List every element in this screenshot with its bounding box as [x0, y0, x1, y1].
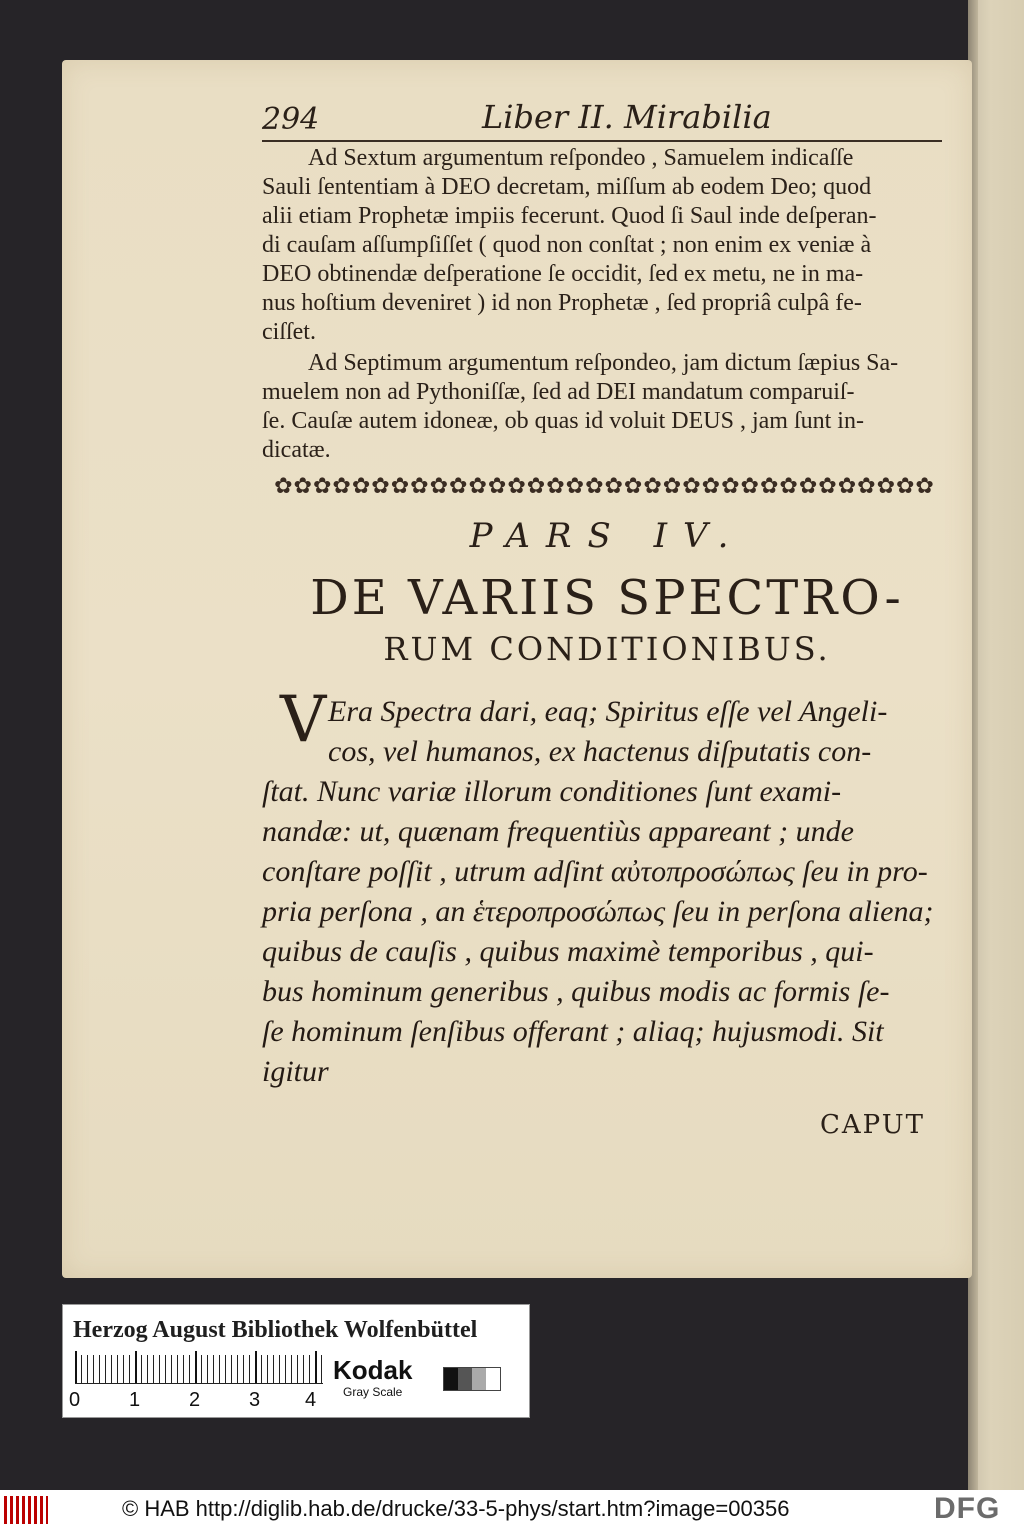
- viewer-footer: [0, 1490, 1024, 1529]
- drop-cap: V: [280, 683, 327, 757]
- text-line: pria perſona , an ἑτεροπροσώπως ſeu in perſona aliena;: [262, 895, 934, 928]
- ruler-number: 3: [249, 1389, 261, 1411]
- text-line: Era Spectra dari, eaq; Spiritus eſſe vel Angeli-: [328, 695, 888, 728]
- catchword: CAPUT: [820, 1110, 925, 1140]
- text-line: igitur: [262, 1055, 329, 1088]
- header-rule: [262, 140, 942, 142]
- text-line: ciſſet.: [262, 319, 316, 345]
- text-line: dicatæ.: [262, 437, 331, 463]
- ornament-band: ✿✿✿✿✿✿✿✿✿✿✿✿✿✿✿✿✿✿✿✿✿✿✿✿✿✿✿✿✿✿✿✿✿✿: [274, 474, 935, 498]
- italic-text-block: [262, 692, 952, 1092]
- measurement-ruler: [75, 1355, 323, 1384]
- institution-label: Herzog August Bibliothek Wolfenbüttel: [73, 1317, 478, 1343]
- text-line: conſtare poſſit , utrum adſint αὐτοπροσώπως ſeu in pro-: [262, 855, 928, 888]
- gray-swatches: [443, 1367, 501, 1391]
- gray-scale-label: Gray Scale: [343, 1385, 403, 1399]
- text-line: nus hoſtium deveniret ) id non Prophetæ , ſed propriâ culpâ fe-: [262, 290, 862, 316]
- running-head: Liber II. Mirabilia: [482, 98, 772, 136]
- text-line: muelem non ad Pythoniſſæ, ſed ad DEI mandatum comparuiſ-: [262, 379, 855, 405]
- dfg-logo: DFG: [934, 1492, 1001, 1525]
- book-page: [62, 60, 972, 1278]
- text-line: di cauſam aſſumpſiſſet ( quod non conſtat ; non enim ex veniæ à: [262, 232, 872, 258]
- text-line: quibus de cauſis , quibus maximè temporibus , qui-: [262, 935, 874, 968]
- kodak-logo: Kodak: [333, 1355, 413, 1385]
- section-title-line1: DE VARIIS SPECTRO-: [310, 570, 904, 626]
- text-line: bus hominum generibus , quibus modis ac formis ſe-: [262, 975, 890, 1008]
- text-line: nandæ: ut, quænam frequentiùs appareant ; unde: [262, 815, 854, 848]
- text-line: ſe. Cauſæ autem idoneæ, ob quas id voluit DEUS , jam ſunt in-: [262, 408, 864, 434]
- page-number: 294: [262, 102, 320, 137]
- color-calibration-card: [62, 1304, 530, 1418]
- text-line: Ad Sextum argumentum reſpondeo , Samuelem indicaſſe: [308, 145, 854, 171]
- barcode-icon: [4, 1496, 48, 1524]
- text-line: Sauli ſententiam à DEO decretam, miſſum ab eodem Deo; quod: [262, 174, 872, 200]
- ruler-number: 1: [129, 1389, 141, 1411]
- ruler-number: 4: [305, 1389, 317, 1411]
- text-line: DEO obtinendæ deſperatione ſe occidit, ſed ex metu, ne in ma-: [262, 261, 864, 287]
- body-text-block: [262, 144, 952, 465]
- part-heading: PARS IV.: [469, 516, 745, 556]
- section-title-line2: RUM CONDITIONIBUS.: [383, 630, 831, 668]
- source-credit: © HAB http://diglib.hab.de/drucke/33-5-phys/start.htm?image=00356: [122, 1496, 790, 1521]
- text-line: cos, vel humanos, ex hactenus diſputatis con-: [328, 735, 872, 768]
- text-line: alii etiam Prophetæ impiis fecerunt. Quod ſi Saul inde deſperan-: [262, 203, 877, 229]
- ruler-number: 2: [189, 1389, 201, 1411]
- ruler-number: 0: [69, 1389, 81, 1411]
- page-header: [262, 98, 952, 138]
- text-line: ſe hominum ſenſibus offerant ; aliaq; hujusmodi. Sit: [262, 1015, 884, 1048]
- text-line: Ad Septimum argumentum reſpondeo, jam dictum ſæpius Sa-: [308, 350, 899, 376]
- facing-page-edge: [968, 0, 1024, 1490]
- text-line: ſtat. Nunc variæ illorum conditiones ſunt exami-: [262, 775, 842, 808]
